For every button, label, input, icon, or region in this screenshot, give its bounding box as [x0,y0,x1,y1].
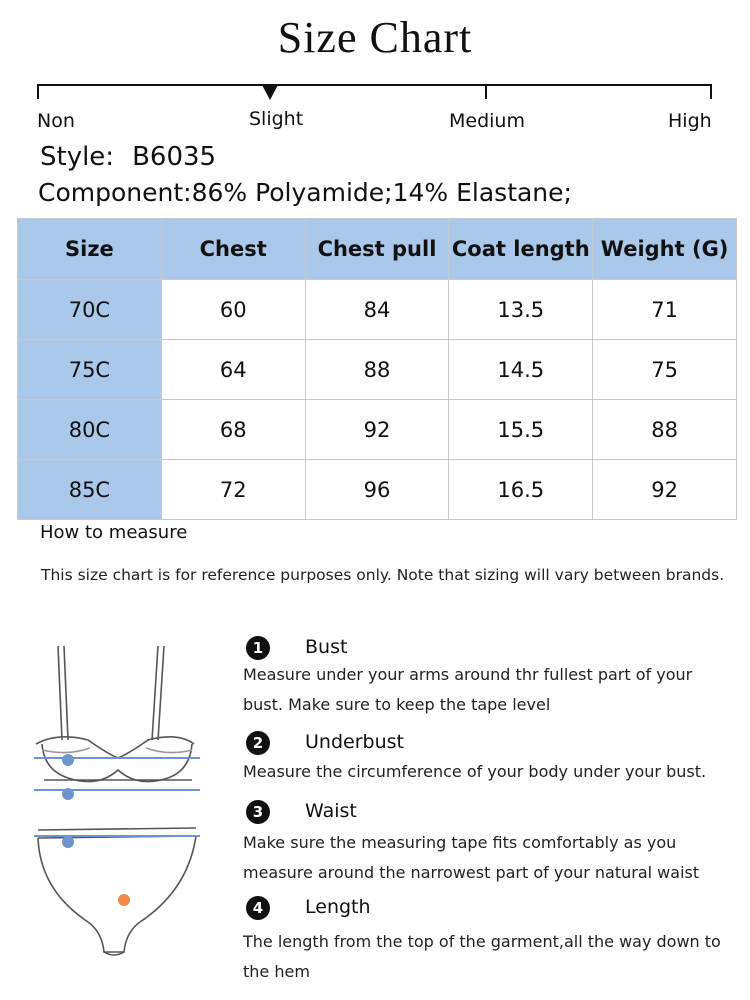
table-cell: 71 [593,280,737,340]
table-cell: 60 [161,280,305,340]
stretch-label-medium: Medium [449,110,525,132]
table-row [18,400,737,460]
table-cell: 14.5 [449,340,593,400]
how-to-measure-title: How to measure [40,522,188,543]
waist-marker-icon [62,836,74,848]
table-cell: 85C [18,460,162,520]
table-cell: 16.5 [449,460,593,520]
table-row [18,280,737,340]
number-4-icon: 4 [246,896,270,920]
table-cell: 84 [305,280,449,340]
scale-tick [710,84,712,99]
number-1-icon: 1 [246,636,270,660]
table-header: Weight (G) [593,219,737,280]
step-title: Length [305,896,371,918]
table-header: Coat length [449,219,593,280]
size-table [17,218,737,520]
page-title: Size Chart [277,13,473,62]
table-cell: 88 [593,400,737,460]
component-text: Component:86% Polyamide;14% Elastane; [38,178,572,207]
bust-marker-icon [62,754,74,766]
number-3-icon: 3 [246,800,270,824]
table-cell: 75 [593,340,737,400]
table-row [18,460,737,520]
step-description: Measure under your arms around thr fullest part of your bust. Make sure to keep the tape level [243,665,693,714]
step-title: Bust [305,636,348,658]
table-cell: 92 [593,460,737,520]
selected-marker-icon [262,85,278,100]
stretch-label-high: High [668,110,712,132]
table-header: Size [18,219,162,280]
table-header: Chest [161,219,305,280]
stretch-label-non: Non [37,110,75,132]
table-cell: 15.5 [449,400,593,460]
step-description: The length from the top of the garment,all the way down to the hem [243,932,721,981]
stretch-label-slight: Slight [249,108,304,130]
style-line [40,142,216,172]
bra-and-brief-illustration [28,640,208,970]
scale-tick [485,84,487,99]
length-marker-icon [118,894,130,906]
scale-line [37,84,712,86]
style-label: Style: [40,142,115,172]
table-row [18,340,737,400]
underbust-marker-icon [62,788,74,800]
table-header: Chest pull [305,219,449,280]
table-cell: 72 [161,460,305,520]
table-cell: 88 [305,340,449,400]
step-description: Make sure the measuring tape fits comfortably as you measure around the narrowest part of your natural waist [243,833,700,882]
table-cell: 96 [305,460,449,520]
style-value: B6035 [132,142,217,172]
number-2-icon: 2 [246,731,270,755]
table-cell: 13.5 [449,280,593,340]
table-cell: 80C [18,400,162,460]
table-cell: 70C [18,280,162,340]
step-title: Underbust [305,731,404,753]
table-cell: 64 [161,340,305,400]
step-description: Measure the circumference of your body under your bust. [243,762,707,781]
table-cell: 75C [18,340,162,400]
how-to-measure-note: This size chart is for reference purposes only. Note that sizing will vary between brands. [41,566,725,584]
table-header-row [18,219,737,280]
step-title: Waist [305,800,357,822]
scale-tick [37,84,39,99]
table-cell: 92 [305,400,449,460]
table-cell: 68 [161,400,305,460]
